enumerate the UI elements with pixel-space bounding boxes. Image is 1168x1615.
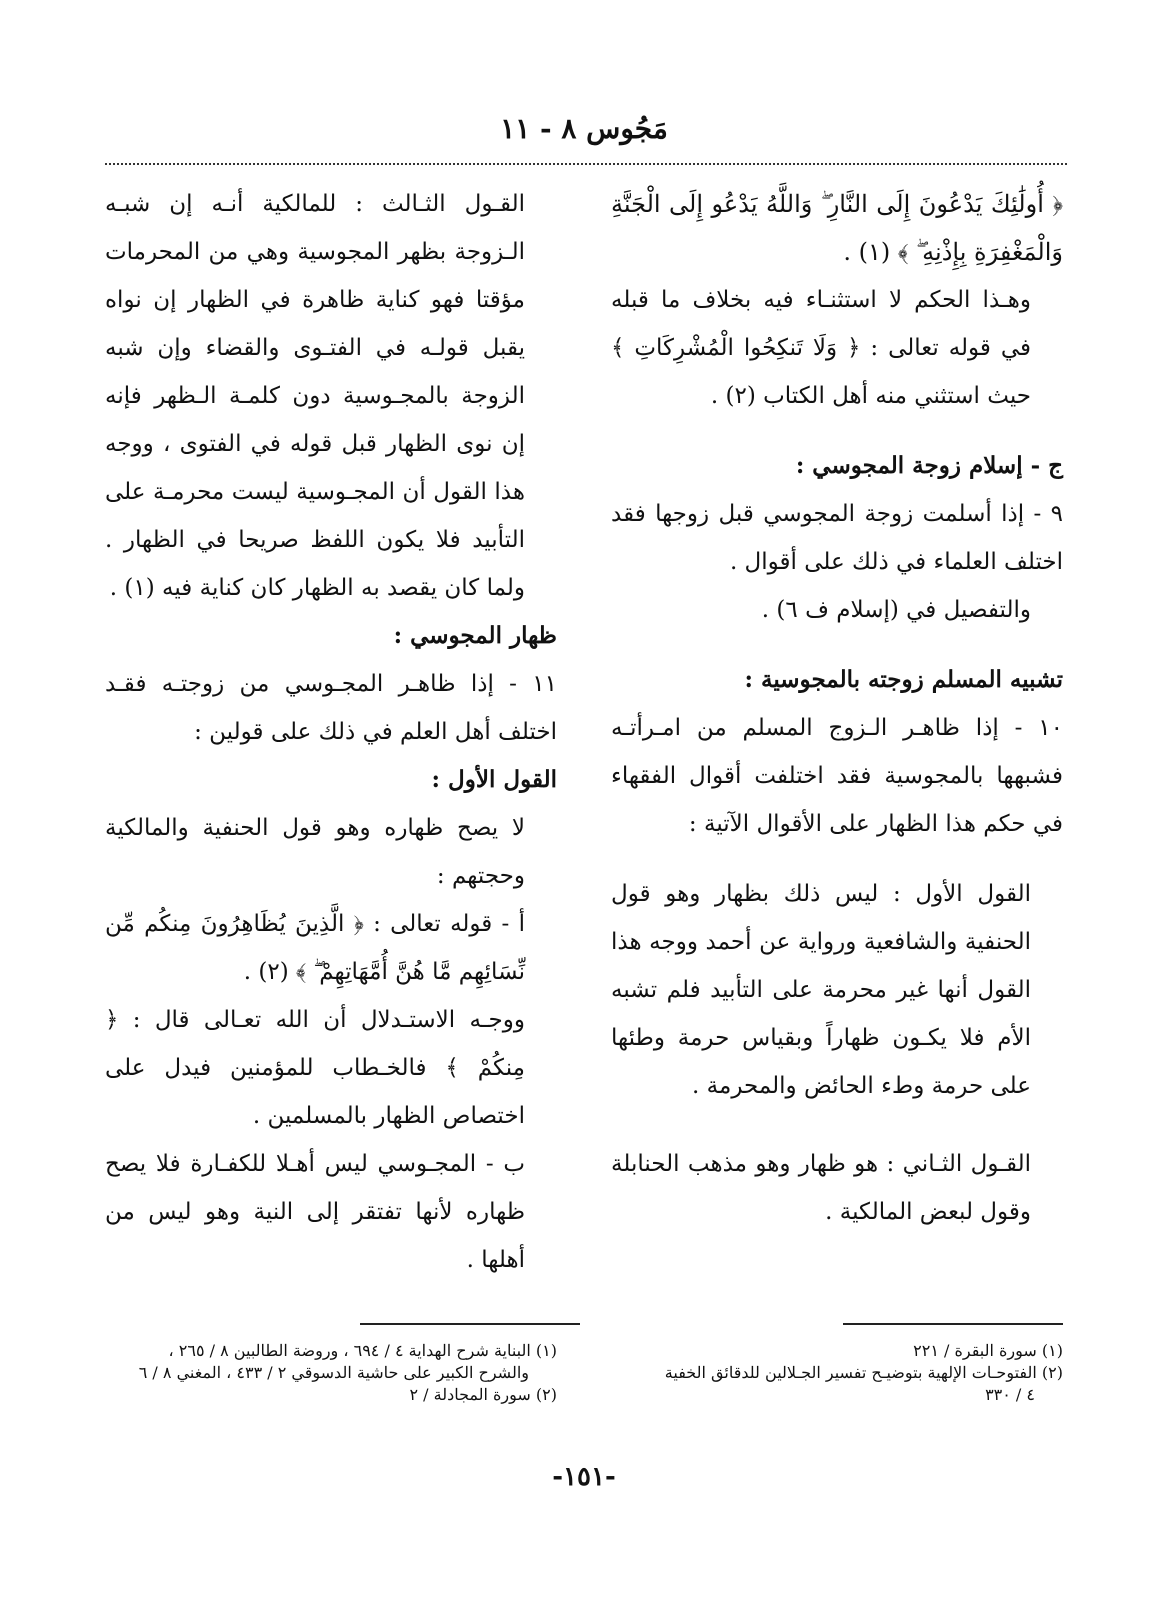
header-dotted-rule <box>105 163 1067 165</box>
quran-verse-1: ﴿ أُولَٰئِكَ يَدْعُونَ إِلَى النَّارِ ۖ وَاللَّهُ يَدْعُو إِلَى الْجَنَّةِ وَالْمَغْفِرَةِ بِإِذْنِهِ ۖ ﴾ (١) . <box>611 190 1063 266</box>
page-header: مَجُوس ٨ - ١١ <box>500 112 668 145</box>
section-heading: ج - إسلام زوجة المجوسي : <box>795 452 1063 479</box>
left-column <box>105 180 557 1284</box>
paragraph: لا يصح ظهاره وهو قول الحنفية والمالكية وحجتهم : <box>105 815 525 889</box>
footnote-rule-right <box>843 1323 1063 1325</box>
paragraph: ب - المجـوسي ليس أهـلا للكفـارة فلا يصح ظهاره لأنها تفتقر إلى النية وهو ليس من أهلها . <box>105 1151 525 1273</box>
footnote-continuation: والشرح الكبير على حاشية الدسوقي ٢ / ٤٣٣ ، المغني ٨ / ٦ <box>138 1363 529 1382</box>
quran-verse-2: أ - قوله تعالى : ﴿ الَّذِينَ يُظَاهِرُونَ مِنكُم مِّن نِّسَائِهِم مَّا هُنَّ أُمَّهَاتِهِمْ ۖ ﴾ (٢) . <box>105 911 525 985</box>
footnote-rule-left <box>360 1323 580 1325</box>
section-heading: تشبيه المسلم زوجته بالمجوسية : <box>744 666 1063 693</box>
section-heading: ظهار المجوسي : <box>393 622 557 649</box>
paragraph: القـول الثـاني : هو ظهار وهو مذهب الحنابلة وقول لبعض المالكية . <box>611 1151 1031 1225</box>
page-number: -١٥١- <box>552 1462 616 1492</box>
paragraph: ١١ - إذا ظاهـر المجـوسي من زوجتـه فقـد اختلف أهل العلم في ذلك على قولين : <box>105 671 557 745</box>
paragraph: وهـذا الحكم لا استثنـاء فيه بخلاف ما قبله في قوله تعالى : ﴿ وَلَا تَنكِحُوا الْمُشْرِكَاتِ ﴾ حيث استثني منه أهل الكتاب (٢) . <box>611 287 1031 409</box>
section-heading: القول الأول : <box>431 766 557 793</box>
right-column <box>611 180 1063 1236</box>
paragraph: ٩ - إذا أسلمت زوجة المجوسي قبل زوجها فقد اختلف العلماء في ذلك على أقوال . <box>611 501 1063 575</box>
footnote: (٢) سورة المجادلة / ٢ <box>409 1385 557 1404</box>
footnotes-right <box>611 1340 1063 1406</box>
footnotes-left <box>105 1340 557 1406</box>
paragraph: والتفصيل في (إسلام ف ٦) . <box>761 597 1031 623</box>
footnote: (١) سورة البقرة / ٢٢١ <box>913 1341 1063 1360</box>
paragraph: ووجـه الاستـدلال أن الله تعـالى قال : ﴿ مِنكُمْ ﴾ فالخـطاب للمؤمنين فيدل على اختصاص الظهار بالمسلمين . <box>105 1007 525 1129</box>
footnote-continuation: ٤ / ٣٣٠ <box>985 1385 1035 1404</box>
paragraph: القـول الثـالث : للمالكية أنـه إن شبـه الـزوجة بظهر المجوسية وهي من المحرمات مؤقتا فهو كناية ظاهرة في الظهار إن نواه يقبل قولـه في الفتـوى والقضاء وإن شبه الزوجة بالمجـوسية دون كلمـة الـظهر فإنه إن نوى الظهار قبل قوله في الفتوى ، ووجه هذا القول أن المجـوسية ليست محرمـة على التأبيد فلا يكون اللفظ صريحا في الظهار . ولما كان يقصد به الظهار كان كناية فيه (١) . <box>105 191 525 601</box>
footnote: (٢) الفتوحـات الإلهية بتوضيـح تفسير الجـلالين للدقائق الخفية <box>664 1363 1063 1382</box>
paragraph: ١٠ - إذا ظاهـر الـزوج المسلم من امـرأتـه فشبهها بالمجوسية فقد اختلفت أقوال الفقهاء في حكم هذا الظهار على الأقوال الآتية : <box>611 715 1063 837</box>
paragraph: القول الأول : ليس ذلك بظهار وهو قول الحنفية والشافعية ورواية عن أحمد ووجه هذا القول أنها غير محرمة على التأبيد فلم تشبه الأم فلا يكـون ظهاراً وبقياس حرمة وطئها على حرمة وطء الحائض والمحرمة . <box>611 881 1031 1099</box>
footnote: (١) البناية شرح الهداية ٤ / ٦٩٤ ، وروضة الطالبين ٨ / ٢٦٥ ، <box>168 1341 557 1360</box>
